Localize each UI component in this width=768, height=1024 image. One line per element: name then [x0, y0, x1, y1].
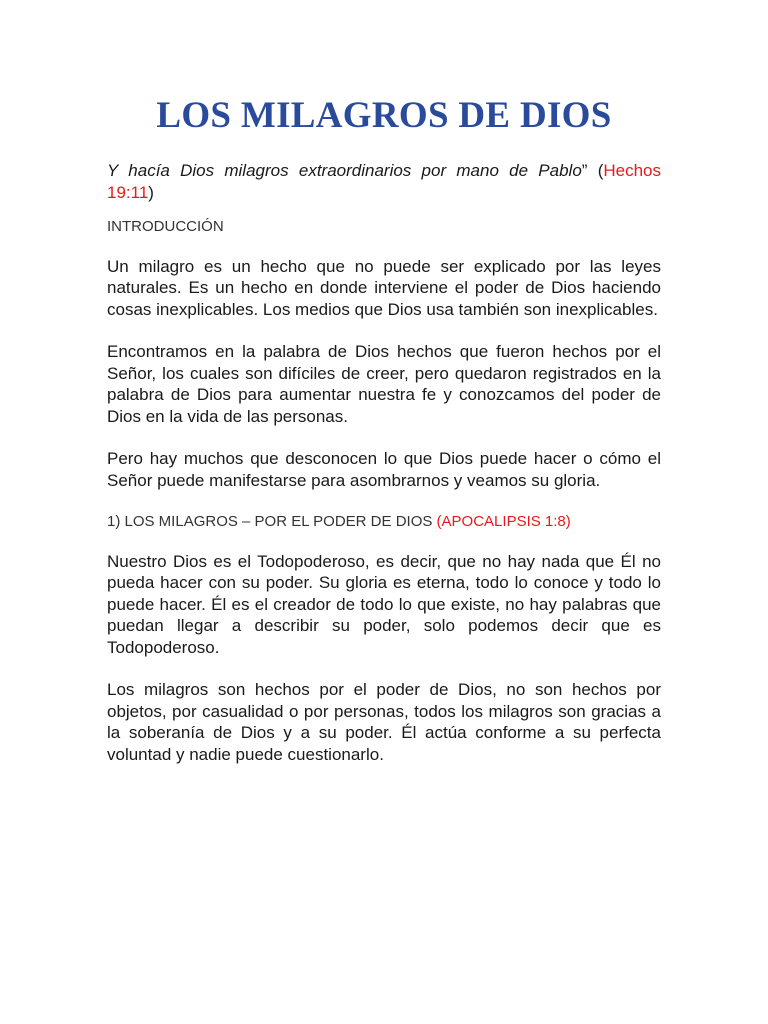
intro-paragraph-1: Un milagro es un hecho que no puede ser explicado por las leyes naturales. Es un hecho en donde interviene el poder de Dios haciendo cosas inexplicables. Los medios que Dios usa también son inexplicables. [107, 256, 661, 319]
epigraph-closing-mark: ” ( [581, 161, 604, 180]
document-title: LOS MILAGROS DE DIOS [156, 95, 612, 136]
section-1-heading-text: 1) LOS MILAGROS – POR EL PODER DE DIOS [107, 513, 433, 530]
section-1-paragraph-2: Los milagros son hechos por el poder de Dios, no son hechos por objetos, por casualidad o por personas, todos los milagros son gracias a la soberanía de Dios y a su poder. Él actúa conforme a su perfecta voluntad y nadie puede cuestionarlo. [107, 680, 661, 764]
section-1-reference: (APOCALIPSIS 1:8) [436, 513, 571, 530]
section-1-heading [107, 511, 661, 533]
epigraph-reference: Hechos 19:11 [107, 161, 662, 202]
epigraph-quote: Y hacía Dios milagros extraordinarios por mano de Pablo [107, 161, 582, 180]
epigraph-end: ) [148, 183, 154, 202]
epigraph [107, 160, 661, 204]
intro-paragraph-3: Pero hay muchos que desconocen lo que Dios puede hacer o cómo el Señor puede manifestarse para asombrarnos y veamos su gloria. [107, 449, 661, 490]
section-1-paragraph-1: Nuestro Dios es el Todopoderoso, es decir, que no hay nada que Él no pueda hacer con su poder. Su gloria es eterna, todo lo conoce y todo lo puede hacer. Él es el creador de todo lo que existe, no hay palabras que puedan llegar a describir su poder, solo podemos decir que es Todopoderoso. [107, 551, 661, 657]
intro-paragraph-2: Encontramos en la palabra de Dios hechos que fueron hechos por el Señor, los cuales son difíciles de creer, pero quedaron registrados en la palabra de Dios para aumentar nuestra fe y conozcamos del poder de Dios en la vida de las personas. [107, 342, 661, 426]
intro-heading: INTRODUCCIÓN [107, 218, 224, 235]
document-body [107, 92, 661, 786]
